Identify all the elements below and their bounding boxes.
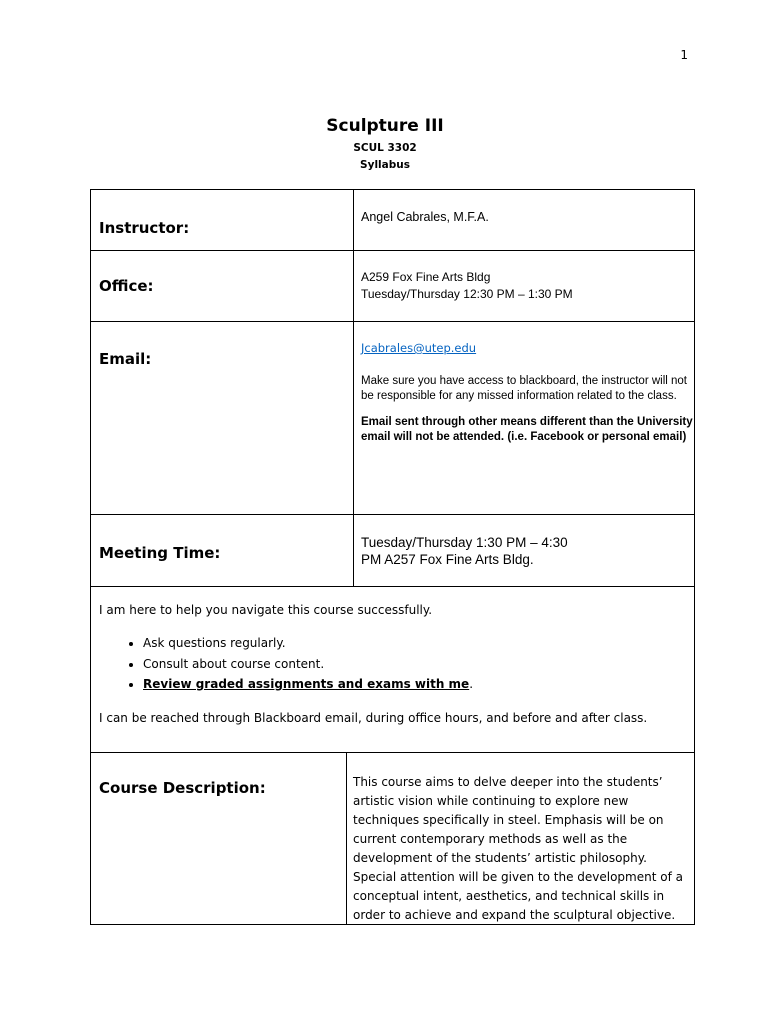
description-row bbox=[91, 753, 694, 924]
help-closing: I can be reached through Blackboard email, during office hours, and before and after class. bbox=[99, 710, 648, 725]
syllabus-table bbox=[90, 189, 695, 925]
email-label: Email: bbox=[91, 322, 354, 514]
description-text: This course aims to delve deeper into the students’ artistic vision while continuing to explore new techniques specifically in steel. Emphasis will be on current contemporary methods as well as the development of the students’ artistic philosophy. Special attention will be given to the development of a conceptual intent, aesthetics, and technical skills in order to achieve and expand the sculptural objective. bbox=[353, 775, 683, 922]
list-item: • Consult about course content. bbox=[143, 654, 686, 675]
office-hours: Tuesday/Thursday 12:30 PM – 1:30 PM bbox=[361, 287, 573, 301]
document-title: Sculpture III bbox=[326, 116, 444, 136]
instructor-value: Angel Cabrales, M.F.A. bbox=[361, 210, 489, 224]
meeting-value bbox=[354, 515, 694, 586]
meeting-time: Tuesday/Thursday 1:30 PM – 4:30 bbox=[361, 535, 568, 550]
instructor-row bbox=[91, 190, 694, 251]
email-value bbox=[354, 322, 694, 514]
email-link[interactable]: Jcabrales@utep.edu bbox=[361, 341, 477, 355]
office-label: Office: bbox=[91, 251, 354, 321]
email-note: Make sure you have access to blackboard, the instructor will not be responsible for any missed information related to the class. bbox=[361, 374, 687, 402]
office-location: A259 Fox Fine Arts Bldg bbox=[361, 270, 491, 284]
email-warning: Email sent through other means different than the University email will not be attended. (i.e. Facebook or personal email) bbox=[361, 415, 693, 443]
document-type: Syllabus bbox=[360, 159, 410, 171]
meeting-row bbox=[91, 515, 694, 587]
description-label: Course Description: bbox=[91, 753, 347, 924]
list-item-period: . bbox=[469, 677, 474, 691]
instructor-label: Instructor: bbox=[91, 190, 354, 250]
meeting-location: PM A257 Fox Fine Arts Bldg. bbox=[361, 552, 534, 567]
course-code: SCUL 3302 bbox=[353, 142, 417, 154]
list-item-emphasis: Review graded assignments and exams with me bbox=[143, 677, 470, 691]
help-row bbox=[91, 587, 694, 753]
page-number: 1 bbox=[680, 48, 688, 62]
list-item: • Ask questions regularly. bbox=[143, 633, 686, 654]
email-row bbox=[91, 322, 694, 515]
office-row bbox=[91, 251, 694, 322]
help-intro: I am here to help you navigate this course successfully. bbox=[99, 603, 433, 617]
meeting-label: Meeting Time: bbox=[91, 515, 354, 586]
help-list bbox=[99, 633, 686, 695]
list-item bbox=[143, 674, 686, 695]
office-value bbox=[354, 251, 694, 321]
title-block bbox=[0, 116, 770, 171]
